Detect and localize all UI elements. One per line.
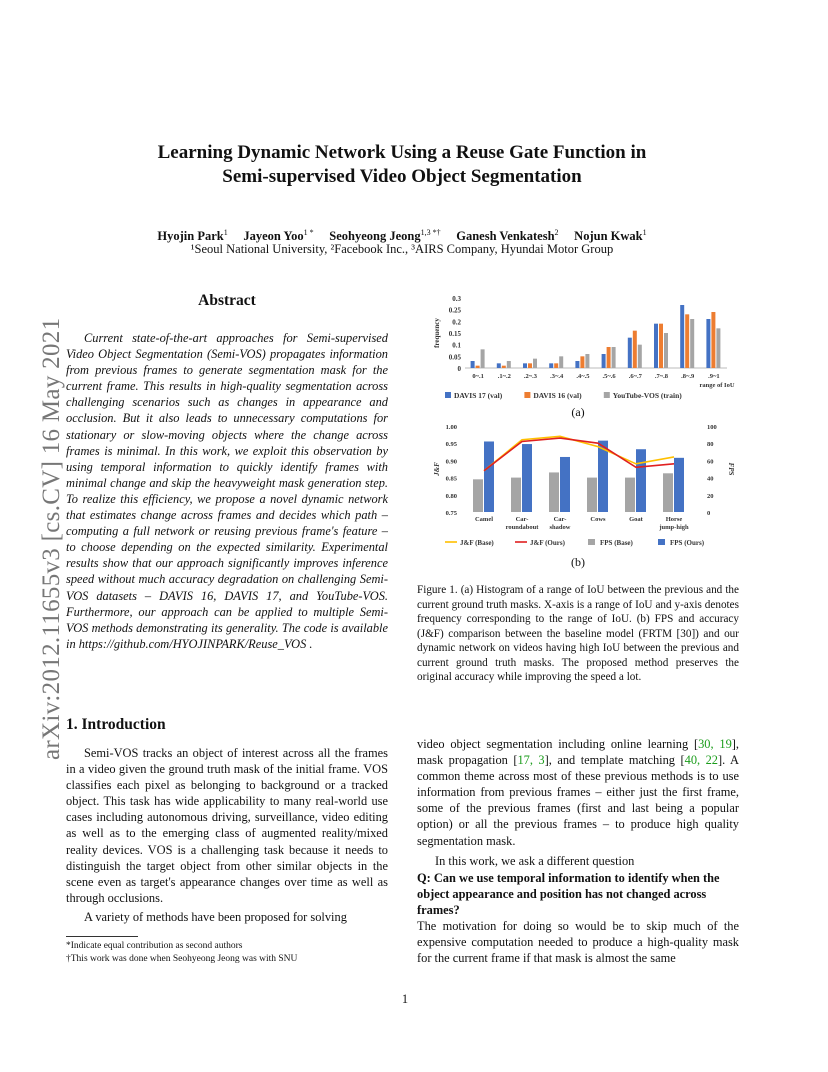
x-tick-label: Goat xyxy=(629,516,643,523)
bar-fps-ours- xyxy=(484,441,494,512)
y-tick-label: 0.1 xyxy=(452,341,461,350)
page-number: 1 xyxy=(401,992,409,1006)
bar-davis-17-val- xyxy=(471,361,475,368)
bar-youtube-vos-train- xyxy=(533,359,537,368)
legend-label: J&F (Base) xyxy=(460,539,494,547)
bar-davis-17-val- xyxy=(497,363,501,368)
x-tick-label: .7~.8 xyxy=(654,373,669,380)
legend-label: FPS (Ours) xyxy=(670,539,705,547)
x-tick-label: .2~.3 xyxy=(523,373,538,380)
bar-fps-ours- xyxy=(522,444,532,512)
footnote-2: †This work was done when Seohyeong Jeong was with SNU xyxy=(66,954,298,964)
bar-youtube-vos-train- xyxy=(664,333,668,368)
bar-davis-16-val- xyxy=(659,324,663,368)
bar-davis-17-val- xyxy=(602,354,606,368)
y-right-axis-label: FPS xyxy=(727,462,735,476)
x-tick-label: .6~.7 xyxy=(628,373,642,380)
author: Ganesh Venkatesh$^2$ xyxy=(456,228,559,244)
abstract-text: Current state-of-the-art approaches for Semi-supervised Video Object Segmentation (Semi-VOS) propagates information from previous frames to generate segmentation mask for the current frame. This results in high-quality segmentation across challenging scenarios such as changes in appearance and occlusion. But it also leads to unnecessary computations for stationary or slow-moving objects where the change across frames is minimal. In this work, we exploit this observation by using temporal information to quickly identify frames with minimal change and skip the heavyweight mask generation step. To realize this efficiency, we propose a novel dynamic network that estimates change across frames and decides which path – computing a full network or reusing previous frame's feature – to choose depending on the expected similarity. Experimental results show that our approach significantly improves inference speed without much accuracy degradation on challenging Semi-VOS datasets – DAVIS 16, DAVIS 17, and YouTube-VOS. Furthermore, our approach can be applied to multiple Semi-VOS methods demonstrating its generality. The code is available in https://github.com/HYOJINPARK/Reuse_VOS . xyxy=(66,331,388,651)
bar-davis-17-val- xyxy=(575,361,579,368)
bar-youtube-vos-train- xyxy=(716,328,720,368)
legend-swatch xyxy=(658,539,665,545)
research-question: Q: Can we use temporal information to identify when the object appearance and position has not changed across frames? xyxy=(417,871,720,918)
x-tick-label: .8~.9 xyxy=(681,373,695,380)
title-line-2: Semi-supervised Video Object Segmentation xyxy=(222,166,582,187)
citation-link[interactable]: 17, 3 xyxy=(517,753,545,768)
x-tick-label: .5~.6 xyxy=(602,373,616,380)
x-tick-label: Horse xyxy=(665,516,683,523)
subfigure-label-a: (a) xyxy=(571,405,585,419)
x-axis-label: range of IoU xyxy=(699,382,735,389)
y-left-tick-label: 0.85 xyxy=(445,475,457,483)
citation-link[interactable]: 40, 22 xyxy=(684,753,718,768)
x-tick-label: Camel xyxy=(474,516,494,523)
intro-paragraph-1: Semi-VOS tracks an object of interest across all the frames in a video given the ground truth mask of the initial frame. VOS classifies each pixel as belonging to background or a tracked object. This task has wide applicability to many real-world use cases including autonomous driving, surveillance, video editing as well as to the emerging class of augmented reality/mixed reality devices. VOS is a challenging task because it needs to distinguish the target object from other similar objects in the scene even as target's appearance changes over time as well as through occlusions. xyxy=(66,746,388,905)
y-tick-label: 0 xyxy=(457,365,461,373)
x-tick-label: .4~.5 xyxy=(576,373,590,380)
bar-fps-ours- xyxy=(636,449,646,512)
bar-youtube-vos-train- xyxy=(507,361,511,368)
legend-swatch xyxy=(604,392,610,398)
bar-davis-17-val- xyxy=(654,324,658,368)
y-axis-label: frequency xyxy=(433,318,441,348)
bar-fps-ours- xyxy=(560,457,570,512)
footnote-1: *Indicate equal contribution as second authors xyxy=(66,941,243,951)
arxiv-identifier: arXiv:2012.11655v3 [cs.CV] 16 May 2021 xyxy=(38,317,65,760)
y-left-tick-label: 0.95 xyxy=(445,441,457,449)
bar-youtube-vos-train- xyxy=(481,349,485,368)
y-left-tick-label: 0.80 xyxy=(445,492,457,500)
y-right-tick-label: 0 xyxy=(707,510,711,517)
title-line-1: Learning Dynamic Network Using a Reuse Gate Function in xyxy=(157,142,647,163)
y-right-tick-label: 40 xyxy=(707,475,714,483)
y-tick-label: 0.25 xyxy=(448,306,461,315)
right-paragraph-3: The motivation for doing so would be to skip much of the expensive computation needed to produce a high-quality mask for the current frame if that mask is almost the same xyxy=(417,919,739,966)
figure-1b-chart xyxy=(417,420,739,552)
bar-davis-16-val- xyxy=(580,356,584,368)
bar-davis-17-val- xyxy=(523,363,527,368)
x-tick-label: shadow xyxy=(549,524,571,531)
bar-davis-16-val- xyxy=(711,312,715,368)
legend-label: FPS (Base) xyxy=(600,539,633,547)
intro-heading: 1. Introduction xyxy=(66,716,166,733)
bar-fps-base- xyxy=(663,473,673,512)
bar-fps-base- xyxy=(473,479,483,512)
bar-davis-16-val- xyxy=(685,314,689,368)
affiliations: ¹Seoul National University, ²Facebook Inc., ³AIRS Company, Hyundai Motor Group xyxy=(190,242,614,256)
y-right-tick-label: 80 xyxy=(707,441,714,449)
bar-davis-17-val- xyxy=(706,319,710,368)
y-right-tick-label: 100 xyxy=(707,424,717,431)
bar-davis-16-val- xyxy=(607,347,611,368)
abstract-heading: Abstract xyxy=(198,292,256,309)
y-left-tick-label: 1.00 xyxy=(445,424,457,431)
bar-fps-ours- xyxy=(674,458,684,512)
y-tick-label: 0.3 xyxy=(452,295,461,303)
y-tick-label: 0.2 xyxy=(452,318,461,327)
x-tick-label: Car- xyxy=(515,516,529,523)
bar-davis-16-val- xyxy=(633,331,637,368)
x-tick-label: 0~.1 xyxy=(472,373,484,380)
legend-swatch xyxy=(524,392,530,398)
y-right-tick-label: 20 xyxy=(707,492,714,500)
subfigure-label-b: (b) xyxy=(571,555,585,569)
citation-link[interactable]: 30, 19 xyxy=(698,737,732,751)
legend-swatch xyxy=(588,539,595,545)
bar-davis-17-val- xyxy=(628,338,632,368)
bar-youtube-vos-train- xyxy=(585,354,589,368)
legend-label: DAVIS 16 (val) xyxy=(533,391,582,400)
bar-davis-16-val- xyxy=(554,363,558,368)
legend-swatch xyxy=(445,392,451,398)
bar-youtube-vos-train- xyxy=(559,356,563,368)
author: Hyojin Park$^1$ xyxy=(157,228,228,244)
paper-title xyxy=(100,141,704,189)
legend-label: YouTube-VOS (train) xyxy=(612,391,682,400)
figure-caption: Figure 1. (a) Histogram of a range of IoU between the previous and the current ground truth masks. X-axis is a range of IoU and y-axis denotes frequency corresponding to the range of IoU. (b) FPS and accuracy (J&F) comparison between the baseline model (FRTM [30]) and our dynamic network on videos having high IoU between the previous and current ground truth masks. The proposed method preserves the original accuracy while improving the speed a lot. xyxy=(417,584,739,683)
bar-davis-17-val- xyxy=(680,305,684,368)
x-tick-label: .1~.2 xyxy=(497,373,511,380)
bar-fps-base- xyxy=(625,478,635,512)
right-paragraph-1: video object segmentation including online learning [30, 19], mask propagation [17, 3], and template matching [40, 22]. A common theme across most of these previous methods is to use information from previous frames – either just the first frame, some of the previous frames (first and last being a popular option) or all the previous frames – to produce high quality segmentation mask. xyxy=(417,737,739,848)
bar-youtube-vos-train- xyxy=(690,319,694,368)
author: Jayeon Yoo$^{1 *}$ xyxy=(243,228,314,244)
bar-fps-base- xyxy=(549,472,559,512)
y-left-axis-label: J&F xyxy=(433,462,441,476)
x-tick-label: roundabout xyxy=(505,524,539,531)
legend-label: J&F (Ours) xyxy=(530,539,565,547)
bar-youtube-vos-train- xyxy=(612,347,616,368)
author: Nojun Kwak$^1$ xyxy=(574,228,647,244)
bar-davis-16-val- xyxy=(476,366,480,368)
y-right-tick-label: 60 xyxy=(707,458,714,466)
x-tick-label: Car- xyxy=(553,516,567,523)
bar-davis-16-val- xyxy=(528,363,532,368)
x-tick-label: Cows xyxy=(590,516,606,523)
author: Seohyeong Jeong$^{1,3 *\dagger}$ xyxy=(329,228,441,244)
x-tick-label: .9~1 xyxy=(708,373,720,380)
bar-fps-base- xyxy=(587,478,597,512)
right-paragraph-2: In this work, we ask a different question xyxy=(435,854,635,868)
bar-youtube-vos-train- xyxy=(638,345,642,368)
x-tick-label: .3~.4 xyxy=(550,373,564,380)
legend-label: DAVIS 17 (val) xyxy=(454,391,503,400)
y-left-tick-label: 0.75 xyxy=(445,510,457,517)
y-tick-label: 0.05 xyxy=(448,353,461,362)
x-tick-label: jump-high xyxy=(659,524,689,531)
bar-davis-16-val- xyxy=(502,366,506,368)
figure-1a-chart xyxy=(417,290,739,402)
bar-fps-base- xyxy=(511,478,521,512)
bar-davis-17-val- xyxy=(549,363,553,368)
y-left-tick-label: 0.90 xyxy=(445,458,457,466)
intro-paragraph-2: A variety of methods have been proposed for solving xyxy=(84,910,347,924)
y-tick-label: 0.15 xyxy=(448,330,461,338)
footnote-rule xyxy=(66,936,138,937)
